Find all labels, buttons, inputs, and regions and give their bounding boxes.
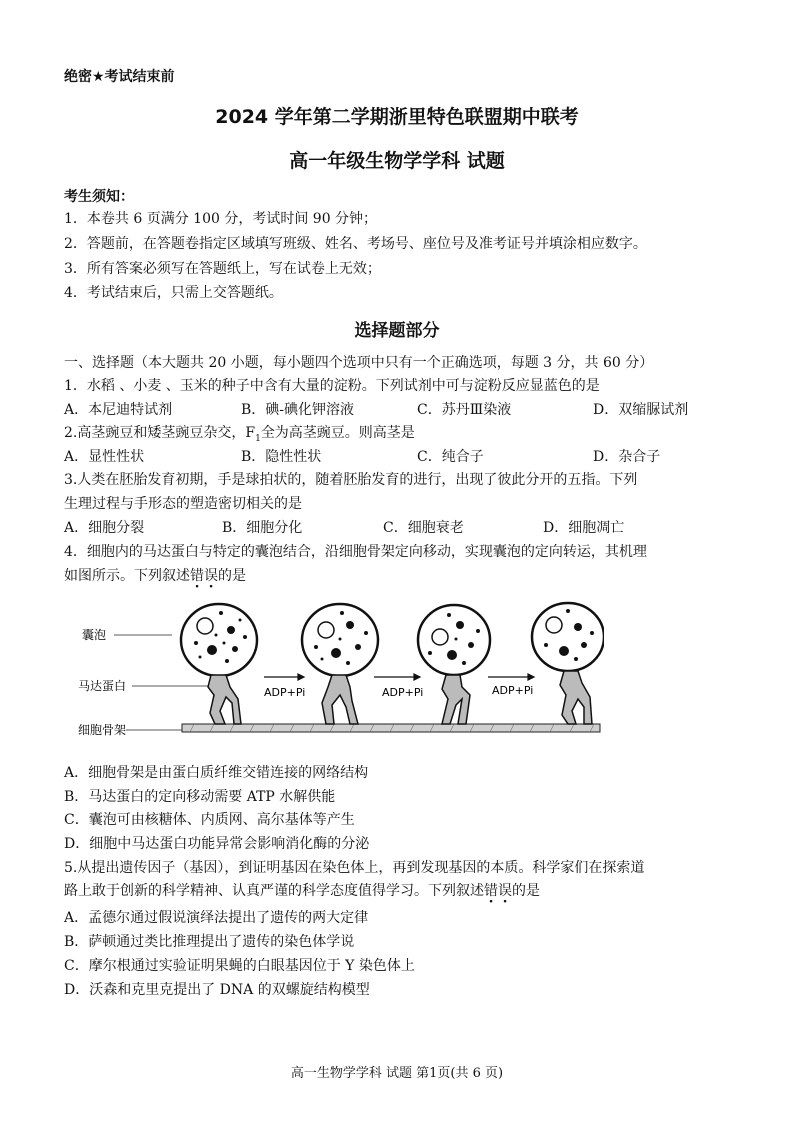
question-5-stem-line1: 5.从提出遗传因子（基因），到证明基因在染色体上，再到发现基因的本质。科学家们在探索道: [64, 860, 645, 876]
q4-option-a: A．细胞骨架是由蛋白质纤维交错连接的网络结构: [64, 765, 369, 781]
section-title: 选择题部分: [354, 321, 440, 341]
vesicle-stage-3: [418, 605, 490, 724]
adp-pi-label-3: ADP+Pi: [492, 684, 534, 697]
q4-option-c: C．囊泡可由核糖体、内质网、高尔基体等产生: [64, 812, 355, 828]
notice-item: 1．本卷共 6 页满分 100 分，考试时间 90 分钟；: [64, 211, 378, 227]
notice-item: 2．答题前，在答题卷指定区域填写班级、姓名、考场号、座位号及准考证号并填涂相应数字。: [64, 236, 647, 252]
question-4-stem-line1: 4．细胞内的马达蛋白与特定的囊泡结合，沿细胞骨架定向移动，实现囊泡的定向转运，其机理: [64, 544, 647, 560]
page-footer: 高一生物学学科 试题 第1页(共 6 页): [290, 1066, 504, 1081]
q1-option-b: B．碘-碘化钾溶液: [241, 402, 355, 418]
vesicle-stage-4: [532, 603, 604, 724]
exam-title: 2024 学年第二学期浙里特色联盟期中联考: [215, 106, 579, 128]
question-3-stem-line2: 生理过程与手形态的塑造密切相关的是: [64, 496, 302, 512]
section-intro: 一、选择题（本大题共 20 小题，每小题四个选项中只有一个正确选项，每题 3 分，共 60 分）: [64, 355, 654, 371]
adp-pi-label-1: ADP+Pi: [264, 686, 306, 699]
vesicle-transport-figure: [64, 595, 604, 745]
question-5-stem-line2: 路上敢于创新的科学精神、认真严谨的科学态度值得学习。下列叙述错误的是: [64, 883, 540, 899]
notice-item: 4．考试结束后，只需上交答题纸。: [64, 285, 283, 301]
question-2-stem: 2.高茎豌豆和矮茎豌豆杂交，$F_1$全为高茎豌豆。则高茎是: [64, 425, 415, 444]
question-1-stem: 1．水稻 、小麦 、玉米的种子中含有大量的淀粉。下列试剂中可与淀粉反应显蓝色的是: [64, 378, 600, 394]
adp-pi-label-2: ADP+Pi: [382, 686, 424, 699]
q3-option-a: A．细胞分裂: [64, 520, 145, 536]
q2-option-a: A．显性性状: [64, 449, 145, 465]
confidential-mark: 绝密★考试结束前: [64, 69, 175, 85]
notice-heading: 考生须知：: [64, 189, 134, 205]
q5-option-c: C．摩尔根通过实验证明果蝇的白眼基因位于 Y 染色体上: [64, 958, 415, 974]
q2-option-d: D．杂合子: [593, 449, 661, 465]
q4-option-b: B．马达蛋白的定向移动需要 ATP 水解供能: [64, 789, 336, 805]
vesicle-stage-2: [302, 604, 378, 724]
q2-option-c: C．纯合子: [417, 449, 484, 465]
q4-option-d: D．细胞中马达蛋白功能异常会影响消化酶的分泌: [64, 836, 370, 852]
motor-protein-label: 马达蛋白: [78, 679, 127, 693]
q1-option-a: A．本尼迪特试剂: [64, 402, 173, 418]
q1-option-c: C．苏丹Ⅲ染液: [417, 402, 512, 418]
notice-item: 3．所有答案必须写在答题纸上，写在试卷上无效；: [64, 261, 381, 277]
q5-option-d: D．沃森和克里克提出了 DNA 的双螺旋结构模型: [64, 982, 370, 998]
q3-option-d: D．细胞凋亡: [543, 520, 625, 536]
cytoskeleton-label: 细胞骨架: [78, 723, 127, 737]
q1-option-d: D．双缩脲试剂: [593, 402, 689, 418]
q3-option-b: B．细胞分化: [222, 520, 303, 536]
vesicle-stage-1: [181, 604, 257, 724]
vesicle-label: 囊泡: [82, 628, 107, 642]
q2-option-b: B．隐性性状: [241, 449, 322, 465]
question-4-stem-line2: 如图所示。下列叙述错误的是: [64, 568, 246, 584]
q5-option-b: B．萨顿通过类比推理提出了遗传的染色体学说: [64, 934, 355, 950]
q3-option-c: C．细胞衰老: [383, 520, 464, 536]
exam-subtitle: 高一年级生物学学科 试题: [289, 150, 505, 172]
cytoskeleton-bar: [182, 724, 600, 732]
q5-option-a: A．孟德尔通过假说演绎法提出了遗传的两大定律: [64, 910, 369, 926]
question-3-stem-line1: 3.人类在胚胎发育初期，手是球拍状的，随着胚胎发育的进行，出现了彼此分开的五指。下列: [64, 472, 638, 488]
